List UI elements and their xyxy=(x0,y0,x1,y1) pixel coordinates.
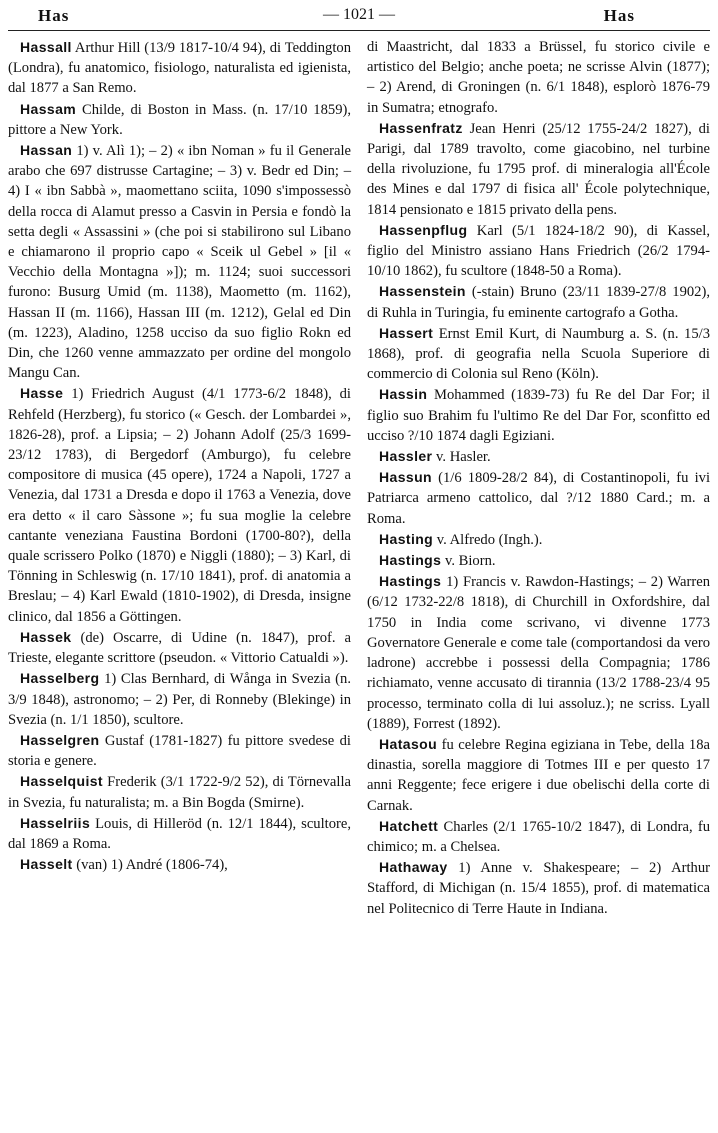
dictionary-entry xyxy=(367,816,710,857)
dictionary-entry xyxy=(367,529,710,550)
right-column xyxy=(367,37,710,919)
dictionary-entry xyxy=(367,446,710,467)
dictionary-entry xyxy=(367,467,710,529)
entry-headword: Hasselt xyxy=(20,856,73,873)
entry-headword: Hassin xyxy=(379,386,428,403)
entry-text: Karl (5/1 1824-18/2 90), di Kassel, figlio del Ministro assiano Hans Friedrich (26/2 1794-10/10 1862), fu scultore (1848-50 a Roma). xyxy=(367,222,710,280)
dictionary-entry xyxy=(8,854,351,875)
dictionary-entry xyxy=(367,857,710,919)
entry-text: Ernst Emil Kurt, di Naumburg a. S. (n. 15/3 1868), prof. di geografia nella Scuola Superiore di commercio di Colonia sul Reno (Köln). xyxy=(367,325,710,383)
dictionary-entry xyxy=(367,734,710,816)
entry-headword: Hasselquist xyxy=(20,773,103,790)
dictionary-entry xyxy=(367,384,710,446)
dictionary-entry xyxy=(8,813,351,854)
entry-text: 1) v. Alì 1); – 2) « ibn Noman » fu il Generale arabo che 697 distrusse Cartagine; – 3) v. Bedr ed Din; – 4) I « ibn Sabbà », maomettano sciita, 1090 s'impossessò della rocca di Alamut presso a Casvin in Persia e fondò la setta degli « Assassini » (che poi si stabilirono sul Libano e chiamarono il proprio capo « Sceik ul Gebel » [il « Vecchio della Montagna »]); m. 1124; suoi successori furono: Busurg Umid (m. 1138), Maometto (m. 1162), Hassan II (m. 1166), Hassan III (m. 1212), Gelal ed Din (m. 1223), Aladino, 1258 ucciso da suo figlio Rokn ed Din, che 1260 venne ammazzato per ordine del mongolo Mangu Can. xyxy=(8,143,351,382)
dictionary-entry xyxy=(8,99,351,140)
entry-text: (-stain) Bruno (23/11 1839-27/8 1902), di Ruhla in Turingia, fu eminente cartografo a Gotha. xyxy=(367,284,710,321)
entry-headword: Hassenstein xyxy=(379,283,466,300)
entry-headword: Hastings xyxy=(379,552,442,569)
entry-text: 1) Friedrich August (4/1 1773-6/2 1848), di Rehfeld (Herzberg), fu storico (« Gesch. der Lombardei », 1826-28), prof. a Lipsia; – 2) Johann Adolf (25/3 1699-23/12 1783), di Bergedorf (Amburgo), fu celebre compositore di musica (45 opere), 1724 a Napoli, 1727 a Venezia, dal 1731 a Dresda e dopo il 1763 a Venezia, dove era detto « il caro Sàssone »; fu sua moglie la celebre cantante veneziana Faustina Bordoni (1700-80?), della quale scrissero Polko (1870) e Niggli (1880); – 3) Karl, di Tönning in Schleswig (n. 17/10 1841), prof. di anatomia a Breslau; – 4) Karl Ewald (1810-1902), di Dresda, insigne clinico, dal 1856 a Göttingen. xyxy=(8,386,351,625)
entry-headword: Hassall xyxy=(20,39,72,55)
page-number: — 1021 — xyxy=(323,6,395,23)
entry-text: di Maastricht, dal 1833 a Brüssel, fu storico civile e artistico del Belgio; anche poeta; ne scrisse Alvin (1877); – 2) Arend, di Groningen (n. 6/1 1848), esplorò 1876-79 in Sumatra; etnografo. xyxy=(367,39,710,116)
entry-text: Gustaf (1781-1827) fu pittore svedese di storia e genere. xyxy=(8,732,351,770)
entry-headword: Hasting xyxy=(379,530,434,547)
entry-text: 1) Clas Bernhard, di Wånga in Svezia (n. 3/9 1848), astronomo; – 2) Per, di Ronneby (Blekinge) in Svezia (n. 1/1 1850), scultore. xyxy=(8,671,351,728)
entry-headword: Hassek xyxy=(20,628,72,645)
entry-headword: Hassler xyxy=(379,448,433,465)
dictionary-entry xyxy=(8,37,351,99)
entry-text: Arthur Hill (13/9 1817-10/4 94), di Teddington (Londra), fu anatomico, fisiologo, naturalista ed igienista, dal 1877 a San Remo. xyxy=(8,40,351,97)
entry-headword: Hasselgren xyxy=(20,731,100,748)
entry-text: Mohammed (1839-73) fu Re del Dar For; il figlio suo Brahim fu l'ultimo Re del Dar For, sconfitto ed ucciso ?/10 1874 dagli Egiziani. xyxy=(367,387,710,444)
entry-text: Frederik (3/1 1722-9/2 52), di Törnevalla in Svezia, fu naturalista; m. a Bin Bogda (Smirne). xyxy=(8,774,351,811)
dictionary-entry xyxy=(8,627,351,668)
left-column xyxy=(8,37,351,919)
entry-headword: Hassan xyxy=(20,142,73,159)
dictionary-entry xyxy=(367,550,710,571)
entry-text: Childe, di Boston in Mass. (n. 17/10 1859), pittore a New York. xyxy=(8,101,351,138)
entry-headword: Hassert xyxy=(379,324,434,341)
dictionary-entry xyxy=(8,771,351,812)
entry-headword: Hasselriis xyxy=(20,814,91,831)
dictionary-entry xyxy=(367,323,710,385)
entry-text: Jean Henri (25/12 1755-24/2 1827), di Parigi, dal 1789 travolto, come giacobino, nel turbine della rivoluzione, fu 1795 prof. di mineralogia all'École des Mines e dal 1797 di fisica all' École polytechnique, 1814 pensionato e 1815 privato della pens. xyxy=(367,120,710,218)
entry-text: v. Hasler. xyxy=(432,449,491,466)
entry-headword: Hassenfratz xyxy=(379,119,463,136)
dictionary-entry xyxy=(367,220,710,282)
entry-headword: Hastings xyxy=(379,573,442,590)
dictionary-entry xyxy=(367,281,710,322)
entry-headword: Hassenpflug xyxy=(379,221,468,238)
columns xyxy=(8,37,710,919)
dictionary-entry xyxy=(8,140,351,383)
dictionary-entry xyxy=(367,118,710,220)
dictionary-entry xyxy=(8,383,351,626)
dictionary-entry xyxy=(8,730,351,771)
dictionary-entry xyxy=(367,37,710,118)
entry-text: 1) Anne v. Shakespeare; – 2) Arthur Stafford, di Michigan (n. 15/4 1855), prof. di matematica nel Politecnico di Terre Haute in Indiana. xyxy=(367,860,710,917)
dictionary-entry xyxy=(8,668,351,730)
header-left-guideword: Has xyxy=(38,6,70,25)
entry-headword: Hasse xyxy=(20,385,64,402)
entry-text: fu celebre Regina egiziana in Tebe, della 18a dinastia, sorella maggiore di Totmes III e per questo 17 anni Reggente; fece erigere i due obelischi della corte di Carnak. xyxy=(367,736,710,814)
entry-text: (van) 1) André (1806-74), xyxy=(72,857,228,874)
entry-text: (de) Oscarre, di Udine (n. 1847), prof. a Trieste, elegante scrittore (pseudon. « Vittorio Catualdi »). xyxy=(8,629,351,667)
dictionary-entry xyxy=(367,571,710,734)
entry-text: 1) Francis v. Rawdon-Hastings; – 2) Warren (6/12 1732-22/8 1818), di Churchill in Oxfordshire, dal 1750 in India come scrivano, vi divenne 1773 Governatore Generale e come tale (comportandosi da vero ladrone) accrebbe i possessi della Compagnia; 1786 richiamato, venne accusato di tirannia (13/2 1788-23/4 95 processo, terminato colla di lui assoluz.); ne scriss. Lyall (1889), Forrest (1892). xyxy=(367,574,710,732)
entry-headword: Hasselberg xyxy=(20,670,100,687)
entry-headword: Hatchett xyxy=(379,817,439,834)
page-header xyxy=(8,4,710,31)
entry-headword: Hatasou xyxy=(379,735,438,752)
entry-text: Louis, di Hilleröd (n. 12/1 1844), scultore, dal 1869 a Roma. xyxy=(8,815,351,852)
entry-text: v. Alfredo (Ingh.). xyxy=(433,531,543,548)
entry-headword: Hathaway xyxy=(379,859,448,876)
entry-headword: Hassun xyxy=(379,469,432,486)
entry-text: (1/6 1809-28/2 84), di Costantinopoli, fu ivi Patriarca armeno cattolico, dal ?/12 1880 Card.; m. a Roma. xyxy=(367,470,710,527)
entry-text: v. Biorn. xyxy=(441,553,496,570)
entry-text: Charles (2/1 1765-10/2 1847), di Londra, fu chimico; m. a Chelsea. xyxy=(367,818,710,855)
entry-headword: Hassam xyxy=(20,100,77,117)
header-right-guideword: Has xyxy=(603,6,635,25)
